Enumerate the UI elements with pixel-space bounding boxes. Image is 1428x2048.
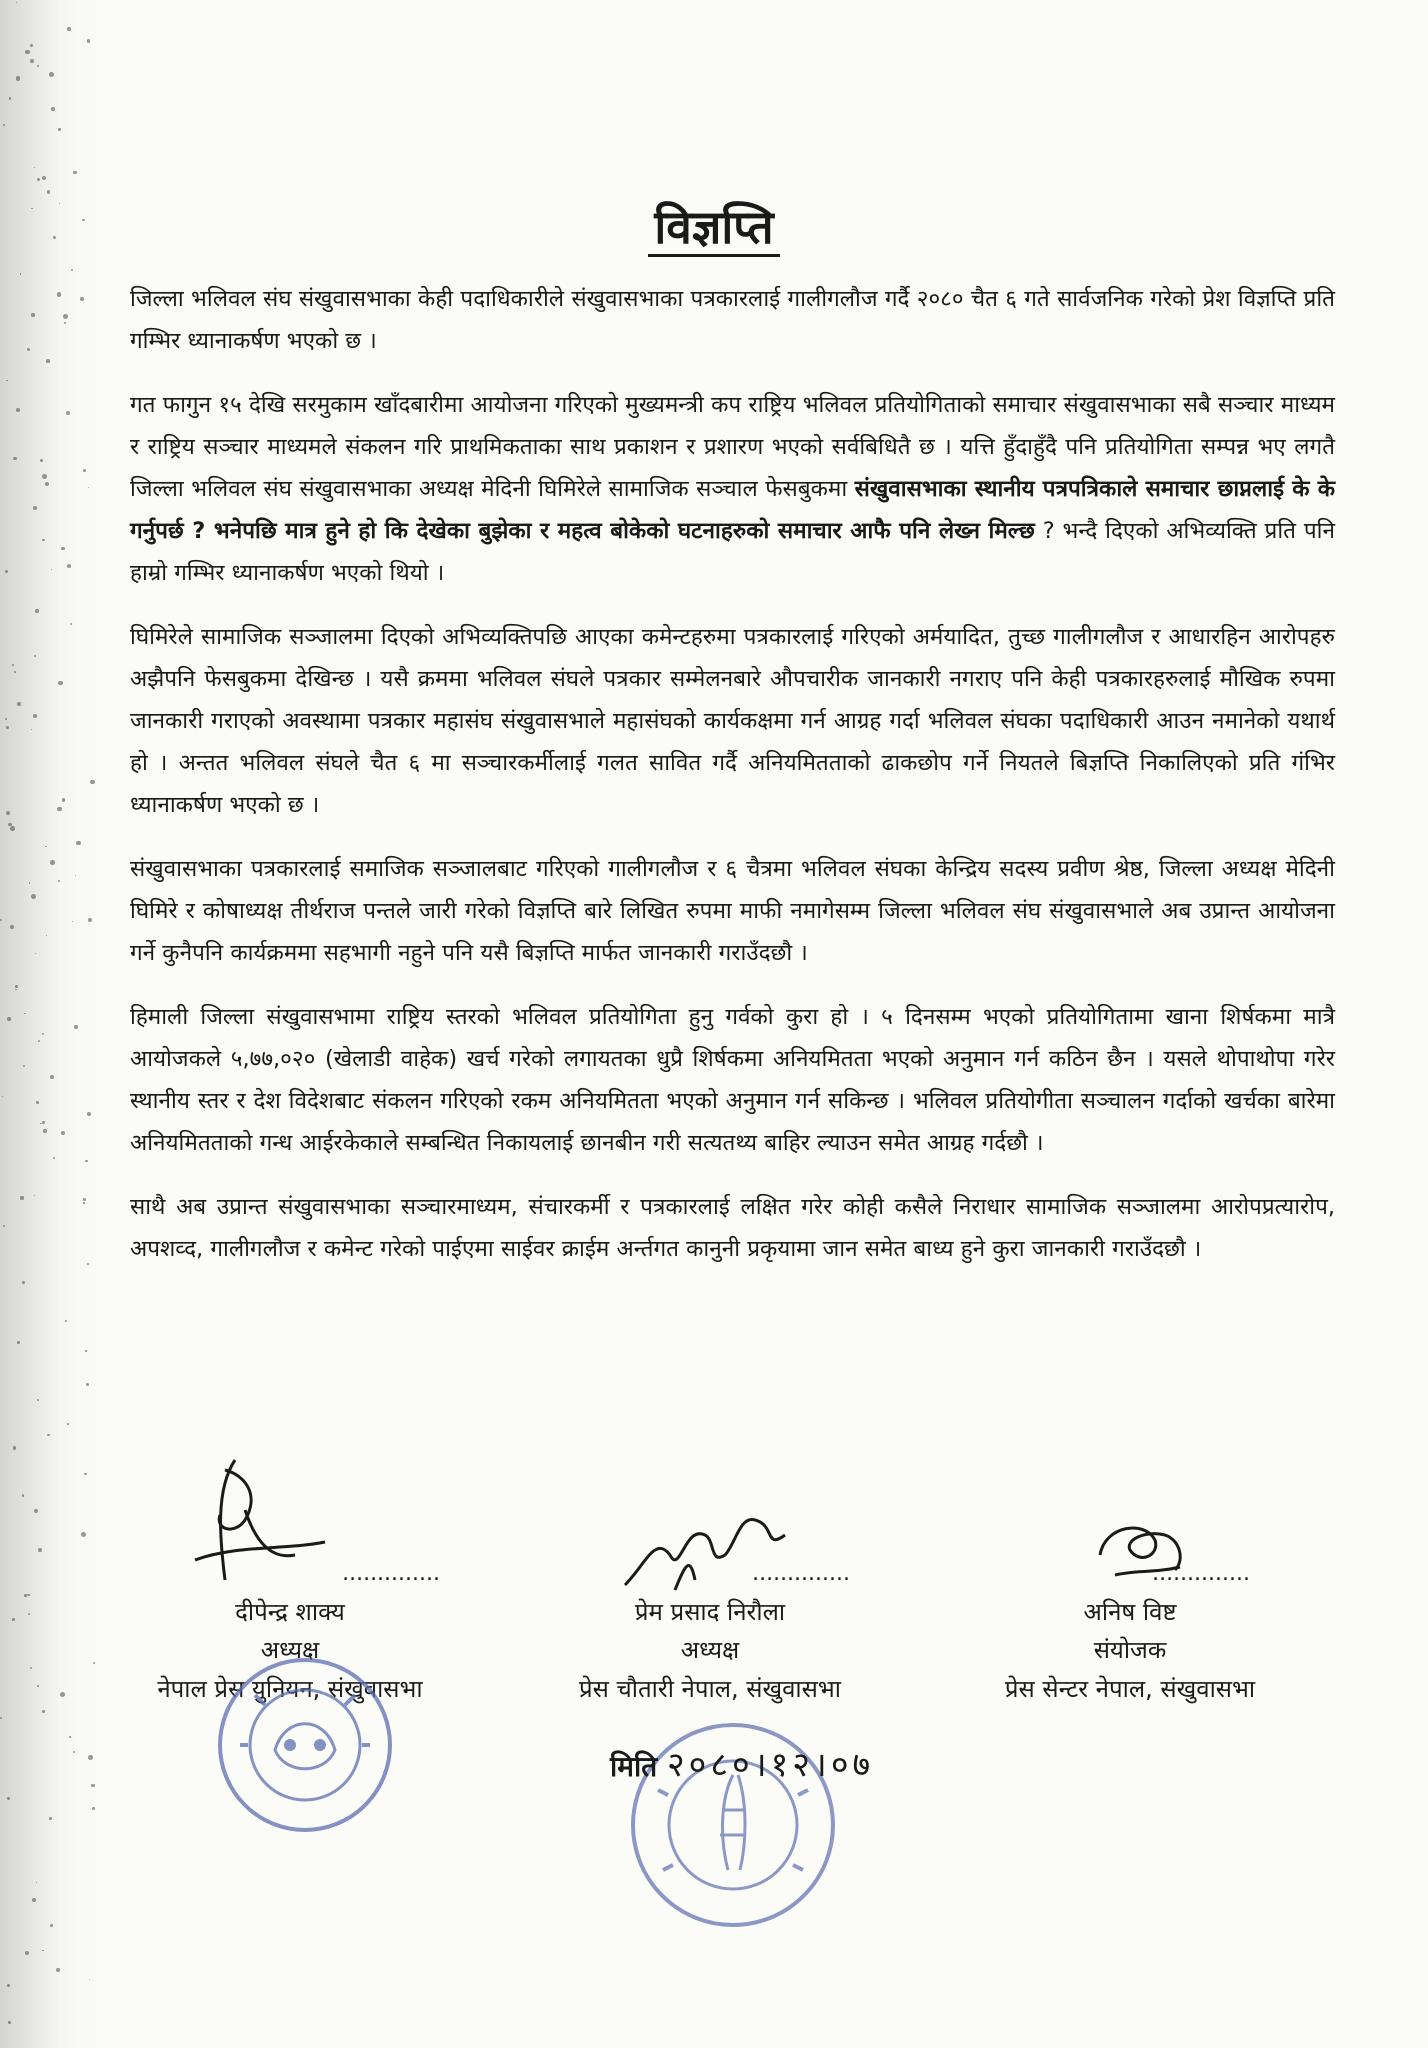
paragraph-text: हिमाली जिल्ला संखुवासभामा राष्ट्रिय स्तरको भलिवल प्रतियोगिता हुनु गर्वको कुरा हो । ५ दिनसम्म भएको प्रतियोगितामा खाना शिर्षकमा मात्रै आयोजकले ५,७७,०२० (खेलाडी वाहेक) खर्च गरेको लगायतका धुप्रै शिर्षकमा अनियमितता भएको अनुमान गर्न कठिन छैन । यसले थोपाथोपा गरेर स्थानीय स्तर र देश विदेशबाट संकलन गरिएको रकम अनियमितता भएको अनुमान गर्न सकिन्छ । भलिवल प्रतियोगीता सञ्चालन गर्दाको खर्चका बारेमा अनियमितताको गन्ध आईरकेकाले सम्बन्धित निकायलाई छानबीन गरी सत्यतथ्य बाहिर ल्याउन समेत आग्रह गर्दछौ । [130,1004,1335,1156]
scan-speck [74,1025,78,1029]
signatory-role: संयोजक [1093,1636,1167,1664]
scan-speck [35,609,39,613]
scan-speck [20,1196,23,1199]
notice-paragraph [130,996,1335,1164]
scan-speck [56,1968,60,1972]
scan-speck [10,826,15,831]
scan-speck [75,875,76,876]
scan-speck [6,726,9,729]
scan-speck [49,1817,52,1820]
scan-speck [25,50,30,55]
signature-dots: .............. [1152,1561,1250,1586]
scan-speck [10,925,14,929]
paragraph-text: ? भन्दै दिएको अभिव्यक्ति प्रति पनि हाम्रो गम्भिर ध्यानाकर्षण भएको थियो । [130,518,1335,586]
signatory-role: अध्यक्ष [260,1636,320,1664]
signatory-role: अध्यक्ष [680,1636,740,1664]
scan-speck [5,718,7,720]
paragraph-text: संखुवासभाका पत्रकारलाई समाजिक सञ्जालबाट गरिएको गालीगलौज र ६ चैत्रमा भलिवल संघका केन्द्रिय सदस्य प्रवीण श्रेष्ठ, जिल्ला अध्यक्ष मेदिनी घिमिरे र कोषाध्यक्ष तीर्थराज पन्तले जारी गरेको विज्ञप्ति बारे लिखित रुपमा माफी नमागेसम्म जिल्ला भलिवल संघ संखुवासभाले अब उप्रान्त आयोजना गर्ने कुनैपनि कार्यक्रममा सहभागी नहुने पनि यसै बिज्ञप्ति मार्फत जानकारी गराउँदछौ । [130,856,1335,966]
scan-speck [72,921,73,922]
scan-speck [16,76,20,80]
notice-paragraph [130,848,1335,974]
signatory-org: नेपाल प्रेस युनियन, संखुवासभा [157,1675,423,1703]
scan-speck [84,1473,87,1476]
scan-speck [0,1717,2,1719]
signatory-name: दीपेन्द्र शाक्य [235,1598,345,1626]
paragraph-text: जिल्ला भलिवल संघ संखुवासभाका केही पदाधिकारीले संखुवासभाका पत्रकारलाई गालीगलौज गर्दै २०८० चैत ६ गते सार्वजनिक गरेको प्रेश विज्ञप्ति प्रति गम्भिर ध्यानाकर्षण भएको छ । [130,286,1335,354]
scan-speck [13,457,17,461]
signatory-2 [540,1555,880,1709]
issue-date [610,1740,874,1786]
notice-paragraph [130,384,1335,594]
scan-speck [61,547,65,551]
notice-paragraph [130,278,1335,362]
emphasized-quote: संखुवासभाका स्थानीय पत्रपत्रिकाले समाचार छाप्नलाई के के गर्नुपर्छ ? भनेपछि मात्र हुने हो कि देखेका बुझेका र महत्व बोकेको घटनाहरुको समाचार आफै पनि लेख्न मिल्छ [130,476,1336,544]
date-label: मिति [610,1750,658,1783]
scan-speck [24,1594,27,1597]
notice-title: विज्ञप्ति [0,195,1428,257]
scan-speck [71,269,73,271]
scan-speck [86,1383,89,1386]
scan-speck [92,1807,95,1810]
signatory-name: अनिष विष्ट [1083,1598,1177,1626]
scan-speck [31,313,34,316]
date-value: २०८०।१२।०७ [666,1745,875,1785]
scan-speck [58,681,63,686]
scan-speck [22,1281,25,1284]
scan-speck [88,1755,93,1760]
scan-speck [50,860,55,865]
scan-speck [12,1618,15,1621]
scan-speck [42,1121,45,1124]
scan-speck [85,1160,88,1163]
scan-speck [46,359,49,362]
signature-dots: .............. [342,1561,440,1586]
scan-speck [28,1613,30,1615]
scan-speck [87,39,90,42]
scan-speck [90,780,95,785]
scan-speck [36,1101,39,1104]
scan-speck [67,1423,69,1425]
scan-speck [3,1225,5,1227]
press-union-seal-stamp [215,1655,395,1835]
scan-speck [32,1898,36,1902]
scan-speck [47,190,51,194]
paragraph-text: साथै अब उप्रान्त संखुवासभाका सञ्चारमाध्यम, संचारकर्मी र पत्रकारलाई लक्षित गरेर कोही कसैले निराधार सामाजिक सञ्जालमा आरोपप्रत्यारोप, अपशव्द, गालीगलौज र कमेन्ट गरेको पाईएमा साईवर क्राईम अर्न्तगत कानुनी प्रकृयामा जान समेत बाध्य हुने कुरा जानकारी गराउँदछौ । [130,1194,1335,1262]
scan-speck [49,72,54,77]
scan-speck [40,459,43,462]
signatory-3 [950,1555,1310,1709]
scan-speck [34,1509,38,1513]
scan-speck [15,985,18,988]
signature-dots: .............. [752,1561,850,1586]
notice-paragraph [130,1186,1335,1270]
scan-speck [51,107,54,110]
scan-speck [16,408,20,412]
scan-speck [58,128,60,130]
scan-speck [85,1350,86,1351]
scan-shadow-edge [0,0,110,2048]
scan-speck [8,2021,11,2024]
scan-speck [69,1736,71,1738]
scan-speck [37,1685,38,1686]
scan-speck [31,894,36,899]
scan-speck [91,1784,95,1788]
notice-paragraph [130,616,1335,826]
scan-speck [66,411,70,415]
scan-speck [34,655,36,657]
signatory-name: प्रेम प्रसाद निरौला [634,1598,786,1626]
notice-body [130,278,1335,1292]
scan-speck [13,1446,16,1449]
scan-speck [63,314,68,319]
scan-speck [81,1532,86,1537]
scan-speck [83,1202,84,1203]
scan-speck [62,798,65,801]
scan-speck [57,807,62,812]
paragraph-text: घिमिरेले सामाजिक सञ्जालमा दिएको अभिव्यक्तिपछि आएका कमेन्टहरुमा पत्रकारलाई गरिएको अर्मयादित, तुच्छ गालीगलौज र आधारहिन आरोपहरु अझैपनि फेसबुकमा देखिन्छ । यसै क्रममा भलिवल संघले पत्रकार सम्मेलनबारे औपचारीक जानकारी नगराए पनि केही पत्रकारहरुलाई मौखिक रुपमा जानकारी गराएको अवस्थामा पत्रकार महासंघ संखुवासभाले महासंघको कार्यकक्षमा गर्न आग्रह गर्दा भलिवल संघका पदाधिकारी आउन नमानेको यथार्थ हो । अन्तत भलिवल संघले चैत ६ मा सञ्चारकर्मीलाई गलत सावित गर्दै अनियमितताको ढाकछोप गर्ने नियतले बिज्ञप्ति निकालिएको प्रति गंभिर ध्यानाकर्षण भएको छ । [130,624,1335,818]
signatory-org: प्रेस चौतारी नेपाल, संखुवासभा [579,1675,841,1703]
scan-speck [73,171,77,175]
scan-speck [7,1984,10,1987]
scan-speck [34,167,35,168]
paragraph-text: गत फागुन १५ देखि सरमुकाम खाँदबारीमा आयोजना गरिएको मुख्यमन्त्री कप राष्ट्रिय भलिवल प्रतियोगिताको समाचार संखुवासभाका सबै सञ्चार माध्यम र राष्ट्रिय सञ्चार माध्यमले संकलन गरि प्राथमिकताका साथ प्रकाशन र प्रशारण भएको सर्वबिधितै छ । यत्ति हुँदाहुँदै पनि प्रतियोगिता सम्पन्न भए लगतै जिल्ला भलिवल संघ संखुवासभाका अध्यक्ष मेदिनी घिमिरेले सामाजिक सञ्चाल फेसबुकमा [130,392,1335,502]
scan-speck [7,1017,11,1021]
scan-speck [7,1797,9,1799]
signatory-org: प्रेस सेन्टर नेपाल, संखुवासभा [1004,1675,1256,1703]
scan-speck [17,1341,20,1344]
scan-speck [3,124,5,126]
scan-speck [37,65,39,67]
scan-speck [87,1263,89,1265]
scan-speck [37,178,40,181]
scan-speck [88,918,92,922]
scan-speck [38,1548,41,1551]
scan-speck [14,671,16,673]
